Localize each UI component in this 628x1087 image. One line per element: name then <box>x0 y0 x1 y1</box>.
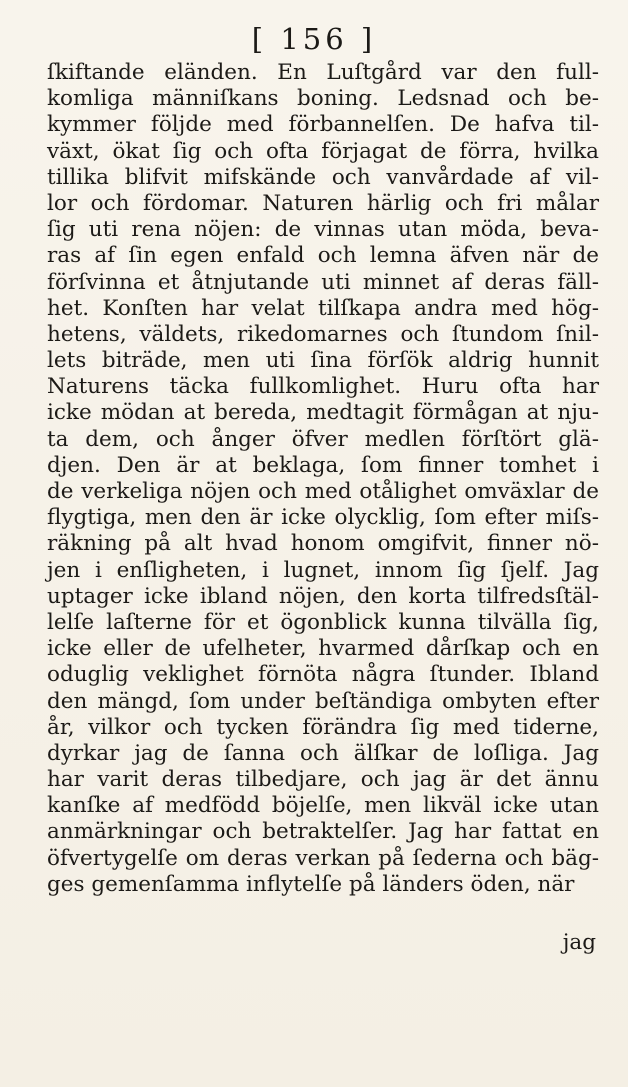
text-line: hetens, väldets, rikedomarnes och ſtundom ſnil- <box>47 321 599 347</box>
text-line: ſkiftande eländen. En Luſtgård var den full- <box>47 60 599 85</box>
text-line: komliga männiſkans boning. Ledsnad och be- <box>47 86 599 112</box>
text-line: lets biträde, men uti ſina förſök aldrig hunnit <box>47 348 599 374</box>
text-line: flygtiga, men den är icke olycklig, ſom efter miſs- <box>47 505 599 531</box>
text-line: icke mödan at bereda, medtagit förmågan at nju- <box>47 400 599 426</box>
text-line: lelſe laſterne för et ögonblick kunna tilvälla ſig, <box>47 609 599 635</box>
text-line: dyrkar jag de ſanna och älſkar de loſliga. Jag <box>47 740 599 766</box>
text-line: öfvertygelſe om deras verkan på ſederna och bäg- <box>47 845 599 871</box>
text-line: Naturens täcka fullkomlighet. Huru ofta har <box>47 374 599 400</box>
text-line: icke eller de ufelheter, hvarmed dårſkap och en <box>47 636 599 662</box>
body-text <box>47 60 599 898</box>
text-line: de verkeliga nöjen och med otålighet omväxlar de <box>47 479 599 504</box>
text-line: förſvinna et åtnjutande uti minnet af deras fäll- <box>47 269 599 295</box>
text-line: den mängd, ſom under beſtändiga ombyten efter <box>47 688 599 714</box>
text-line: har varit deras tilbedjare, och jag är det ännu <box>47 767 599 793</box>
text-line: tillika blifvit mifskände och vanvårdade af vil- <box>47 164 599 190</box>
text-line: lor och fördomar. Naturen härlig och fri målar <box>47 190 599 216</box>
text-line: djen. Den är at beklaga, ſom finner tomhet i <box>47 452 599 478</box>
text-line: anmärkningar och betraktelſer. Jag har fattat en <box>47 819 599 845</box>
text-line: ras af ſin egen enfald och lemna äfven när de <box>47 243 599 269</box>
page-number: [ 156 ] <box>251 22 377 56</box>
catchword: jag <box>562 930 596 955</box>
text-line: jen i enſligheten, i lugnet, innom ſig ſjelf. Jag <box>47 557 599 583</box>
text-line: kanſke af medfödd böjelſe, men likväl icke utan <box>47 793 599 819</box>
text-line: ta dem, och ånger öfver medlen förſtört glä- <box>47 426 599 452</box>
text-line: år, vilkor och tycken förändra ſig med tiderne, <box>47 714 599 740</box>
text-line: oduglig veklighet förnöta några ſtunder. Ibland <box>47 662 599 688</box>
text-line: räkning på alt hvad honom omgifvit, finner nö- <box>47 531 599 557</box>
text-line: växt, ökat ſig och ofta förjagat de förra, hvilka <box>47 138 599 164</box>
text-line: uptager icke ibland nöjen, den korta tilfredsſtäl- <box>47 583 599 609</box>
text-line: het. Konſten har velat tilſkapa andra med hög- <box>47 295 599 321</box>
text-line: ſig uti rena nöjen: de vinnas utan möda, beva- <box>47 217 599 243</box>
text-line: ges gemenſamma inflytelſe på länders öden, när <box>47 871 575 897</box>
text-line: kymmer följde med förbannelſen. De hafva til- <box>47 112 599 138</box>
